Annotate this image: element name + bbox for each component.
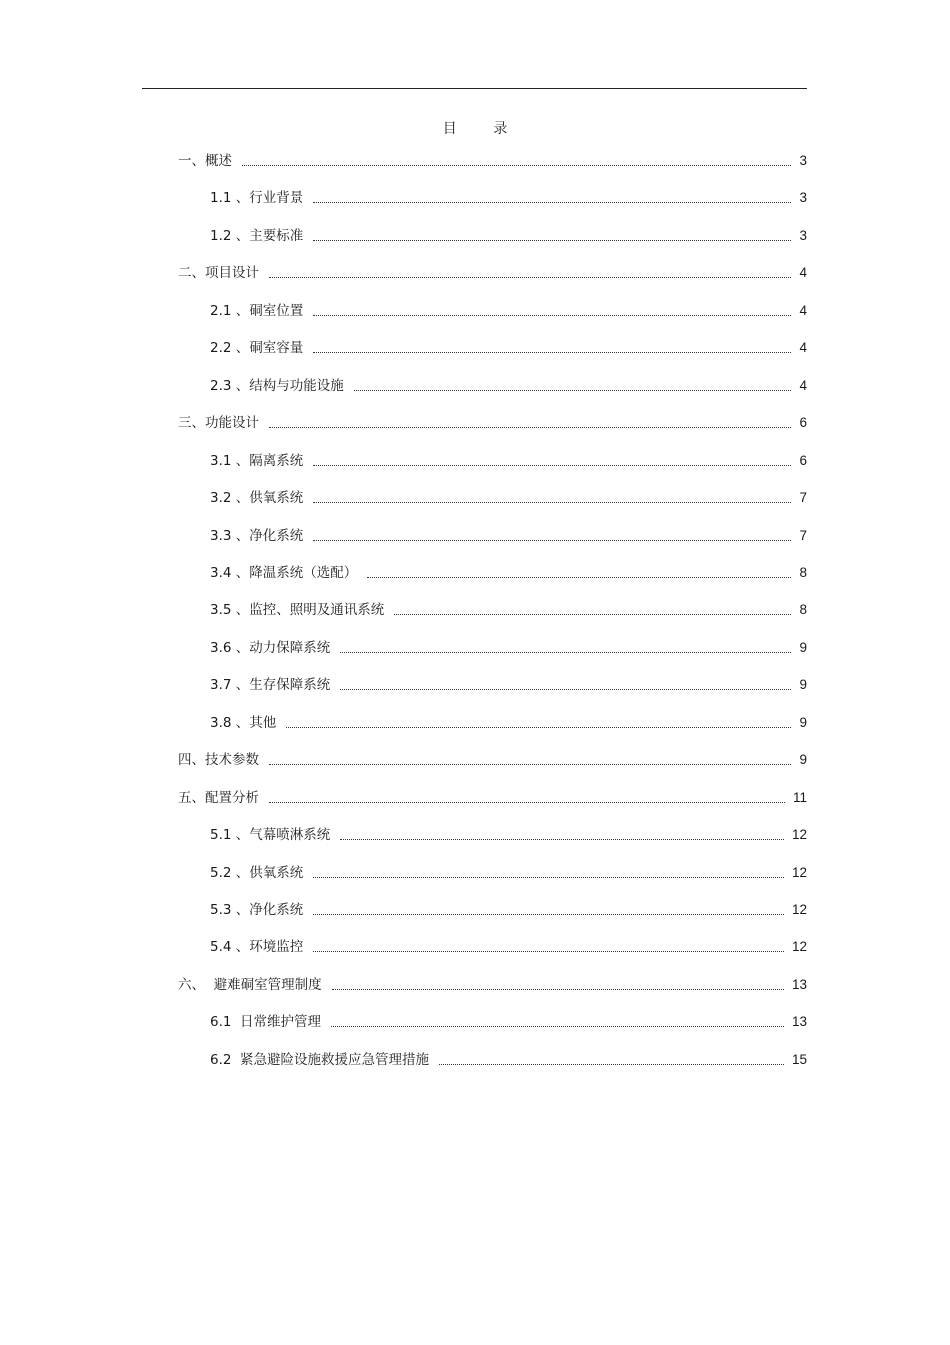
toc-entry[interactable]: [210, 488, 807, 508]
toc-dot-leader: [340, 689, 791, 690]
toc-entry-page: 3: [799, 228, 807, 243]
toc-dot-leader: [340, 652, 791, 653]
toc-entry[interactable]: [210, 713, 807, 733]
toc-entry-page: 3: [799, 153, 807, 168]
toc-entry-page: 6: [799, 453, 807, 468]
toc-entry[interactable]: [210, 675, 807, 695]
toc-entry-page: 15: [791, 1052, 807, 1067]
toc-entry-label: 四、技术参数: [178, 752, 259, 768]
toc-dot-leader: [269, 802, 785, 803]
toc-entry[interactable]: [210, 338, 807, 358]
toc-dot-leader: [313, 240, 791, 241]
toc-dot-leader: [331, 1026, 784, 1027]
toc-entry-label: 六、 避难硐室管理制度: [178, 977, 322, 993]
toc-entry[interactable]: [178, 263, 807, 283]
toc-dot-leader: [313, 540, 791, 541]
toc-dot-leader: [313, 352, 791, 353]
toc-entry-page: 12: [791, 939, 807, 954]
toc-entry[interactable]: [178, 750, 807, 770]
toc-entry[interactable]: [210, 1050, 807, 1070]
toc-dot-leader: [340, 839, 784, 840]
toc-entry[interactable]: [210, 226, 807, 246]
toc-entry-label: 1.2 、主要标准: [210, 228, 304, 244]
toc-entry[interactable]: [210, 451, 807, 471]
toc-entry-label: 3.6 、动力保障系统: [210, 640, 331, 656]
toc-entry-page: 7: [799, 490, 807, 505]
toc-entry-label: 6.1 日常维护管理: [210, 1014, 322, 1030]
toc-entry-label: 5.3 、净化系统: [210, 902, 304, 918]
toc-dot-leader: [313, 465, 791, 466]
toc-entry-page: 4: [799, 265, 807, 280]
toc-entry-label: 2.2 、硐室容量: [210, 340, 304, 356]
toc-entry[interactable]: [210, 1012, 807, 1032]
toc-entry-page: 12: [791, 865, 807, 880]
toc-entry[interactable]: [210, 937, 807, 957]
toc-entry-label: 5.4 、环境监控: [210, 939, 304, 955]
toc-entry-page: 13: [791, 977, 807, 992]
toc-entry-label: 三、功能设计: [178, 415, 259, 431]
toc-entry[interactable]: [210, 600, 807, 620]
toc-entry-page: 11: [792, 790, 807, 805]
toc-entry[interactable]: [210, 638, 807, 658]
toc-entry-page: 8: [799, 565, 807, 580]
toc-entry[interactable]: [210, 376, 807, 396]
toc-entry-page: 9: [799, 640, 807, 655]
toc-dot-leader: [332, 989, 784, 990]
toc-entry-label: 二、项目设计: [178, 265, 259, 281]
toc-title: 目 录: [442, 121, 524, 137]
toc-dot-leader: [313, 877, 784, 878]
toc-entry-label: 5.1 、气幕喷淋系统: [210, 827, 331, 843]
toc-dot-leader: [367, 577, 791, 578]
toc-dot-leader: [394, 614, 791, 615]
toc-dot-leader: [313, 502, 791, 503]
toc-entry-label: 3.5 、监控、照明及通讯系统: [210, 602, 385, 618]
toc-entry-label: 3.3 、净化系统: [210, 528, 304, 544]
toc-dot-leader: [269, 764, 791, 765]
toc-entry-page: 4: [799, 378, 807, 393]
toc-entry[interactable]: [178, 975, 807, 995]
toc-dot-leader: [313, 315, 791, 316]
toc-dot-leader: [313, 202, 791, 203]
toc-entry-label: 2.3 、结构与功能设施: [210, 378, 344, 394]
toc-entry-label: 6.2 紧急避险设施救援应急管理措施: [210, 1052, 430, 1068]
toc-entry[interactable]: [178, 413, 807, 433]
toc-entry[interactable]: [210, 563, 807, 583]
toc-entry[interactable]: [210, 900, 807, 920]
toc-entry-page: 8: [799, 602, 807, 617]
toc-entry[interactable]: [178, 788, 807, 808]
toc-entry-page: 12: [791, 827, 807, 842]
toc-entry-page: 4: [799, 340, 807, 355]
toc-entry-page: 7: [799, 528, 807, 543]
toc-entry[interactable]: [210, 863, 807, 883]
toc-entry-page: 9: [799, 752, 807, 767]
toc-entry[interactable]: [210, 825, 807, 845]
toc-dot-leader: [439, 1064, 784, 1065]
toc-entry-label: 3.8 、其他: [210, 715, 277, 731]
toc-dot-leader: [313, 914, 784, 915]
toc-entry-page: 13: [791, 1014, 807, 1029]
toc-dot-leader: [269, 277, 791, 278]
toc-dot-leader: [269, 427, 791, 428]
toc-entry-label: 3.7 、生存保障系统: [210, 677, 331, 693]
toc-entry-label: 3.2 、供氧系统: [210, 490, 304, 506]
toc-entry-page: 3: [799, 190, 807, 205]
toc-entry-page: 6: [799, 415, 807, 430]
toc-entry-page: 9: [799, 677, 807, 692]
toc-entry-label: 3.4 、降温系统（选配）: [210, 565, 358, 581]
toc-entry-label: 五、配置分析: [178, 790, 259, 806]
toc-entry-label: 2.1 、硐室位置: [210, 303, 304, 319]
toc-dot-leader: [354, 390, 792, 391]
toc-entry[interactable]: [210, 526, 807, 546]
toc-entry[interactable]: [210, 301, 807, 321]
toc-entry-label: 1.1 、行业背景: [210, 190, 304, 206]
toc-entry-page: 9: [799, 715, 807, 730]
toc-dot-leader: [242, 165, 791, 166]
toc-entry[interactable]: [210, 188, 807, 208]
toc-entry-label: 一、概述: [178, 153, 232, 169]
toc-entry-label: 5.2 、供氧系统: [210, 865, 304, 881]
toc-entry-page: 12: [791, 902, 807, 917]
toc-entry-page: 4: [799, 303, 807, 318]
toc-entry[interactable]: [178, 151, 807, 171]
toc-entry-label: 3.1 、隔离系统: [210, 453, 304, 469]
toc-dot-leader: [313, 951, 784, 952]
toc-dot-leader: [286, 727, 791, 728]
